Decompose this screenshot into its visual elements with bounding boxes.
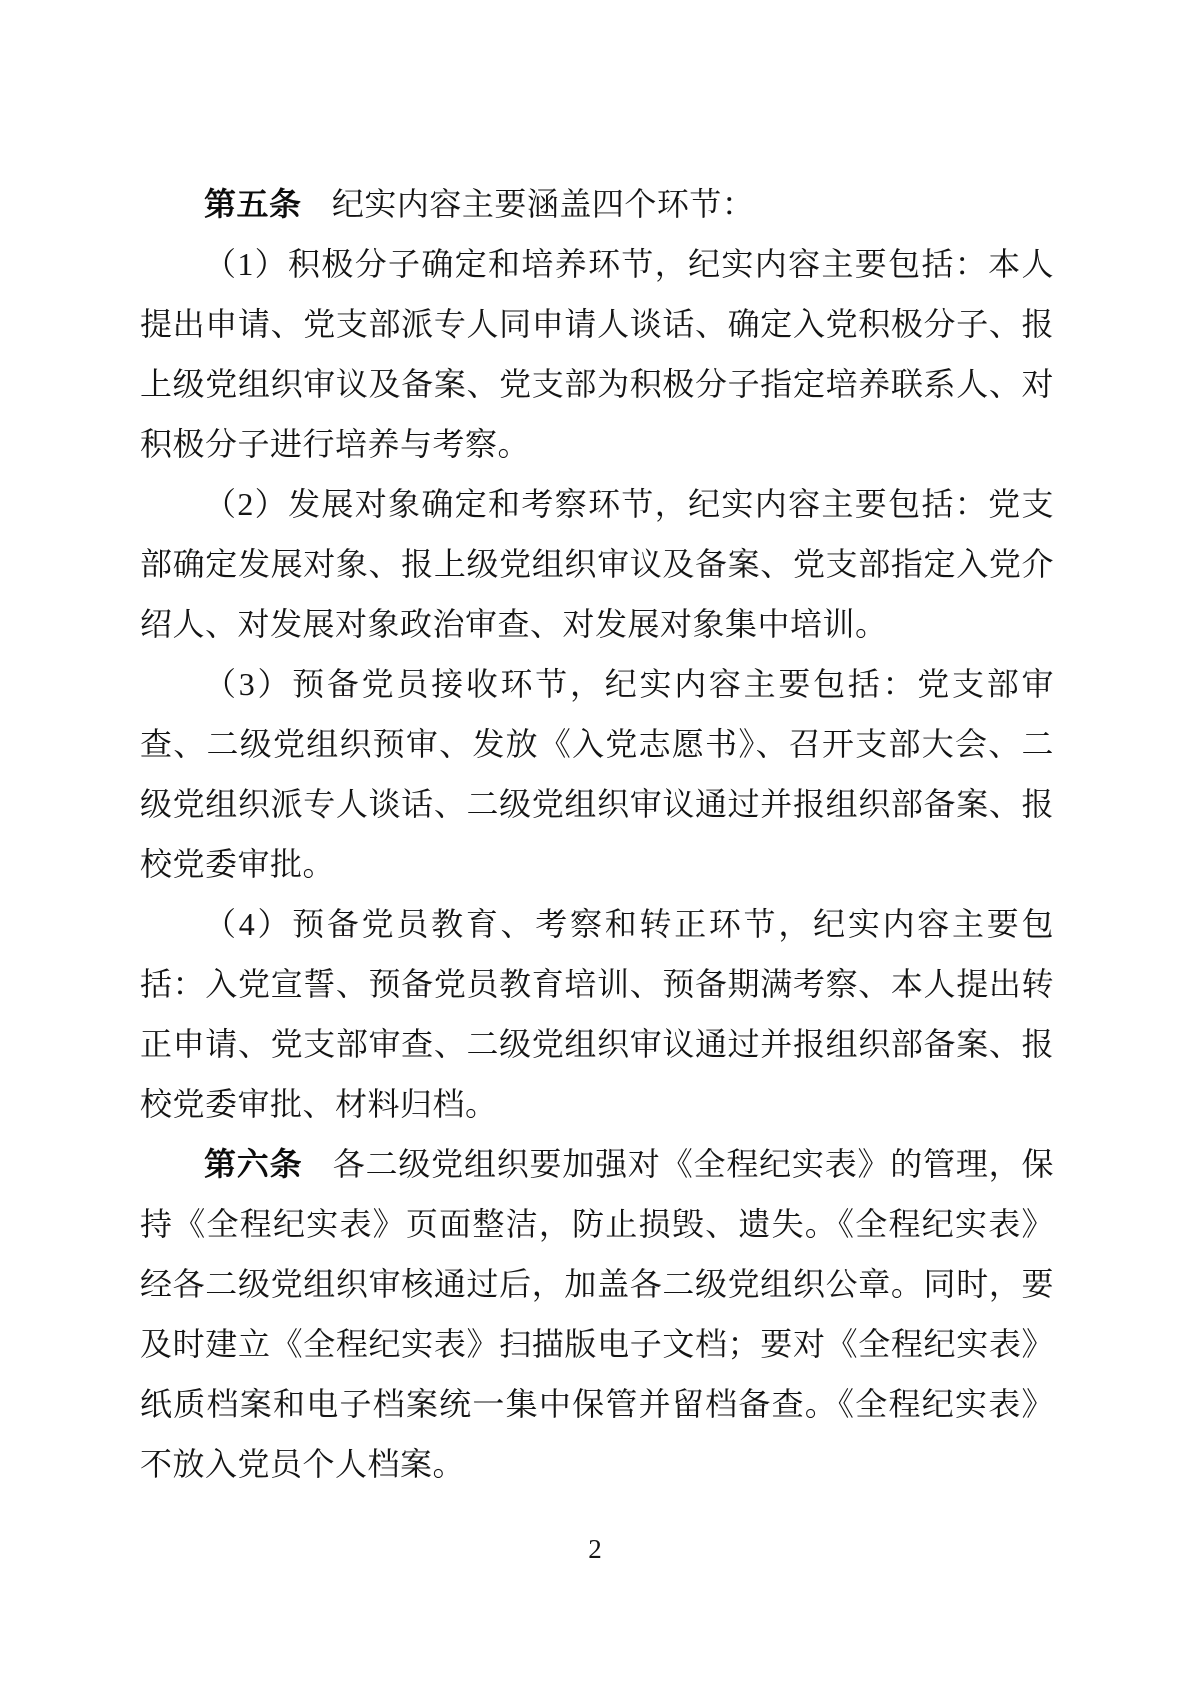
paragraph-item-2-text: （2）发展对象确定和考察环节，纪实内容主要包括：党支部确定发展对象、报上级党组织审议及备案、党支部指定入党介绍人、对发展对象政治审查、对发展对象集中培训。 [140,486,1054,642]
paragraph-article-6 [140,1134,1054,1494]
article-6-heading: 第六条 [204,1146,303,1182]
paragraph-item-3 [140,654,1054,894]
paragraph-item-1 [140,234,1054,474]
paragraph-item-2 [140,474,1054,654]
paragraph-item-4-text: （4）预备党员教育、考察和转正环节，纪实内容主要包括：入党宣誓、预备党员教育培训、预备期满考察、本人提出转正申请、党支部审查、二级党组织审议通过并报组织部备案、报校党委审批、材料归档。 [140,906,1054,1122]
document-body [140,174,1054,1494]
paragraph-article-5 [140,174,1054,234]
paragraph-item-1-text: （1）积极分子确定和培养环节，纪实内容主要包括：本人提出申请、党支部派专人同申请人谈话、确定入党积极分子、报上级党组织审议及备案、党支部为积极分子指定培养联系人、对积极分子进行培养与考察。 [140,246,1054,462]
paragraph-item-3-text: （3）预备党员接收环节，纪实内容主要包括：党支部审查、二级党组织预审、发放《入党志愿书》、召开支部大会、二级党组织派专人谈话、二级党组织审议通过并报组织部备案、报校党委审批。 [140,666,1054,882]
article-6-text: 各二级党组织要加强对《全程纪实表》的管理，保持《全程纪实表》页面整洁，防止损毁、遗失。《全程纪实表》经各二级党组织审核通过后，加盖各二级党组织公章。同时，要及时建立《全程纪实表》扫描版电子文档；要对《全程纪实表》纸质档案和电子档案统一集中保管并留档备查。《全程纪实表》不放入党员个人档案。 [140,1146,1054,1482]
article-5-heading: 第五条 [204,186,302,222]
article-5-text: 纪实内容主要涵盖四个环节： [331,186,755,222]
paragraph-item-4 [140,894,1054,1134]
page-number: 2 [588,1534,602,1564]
